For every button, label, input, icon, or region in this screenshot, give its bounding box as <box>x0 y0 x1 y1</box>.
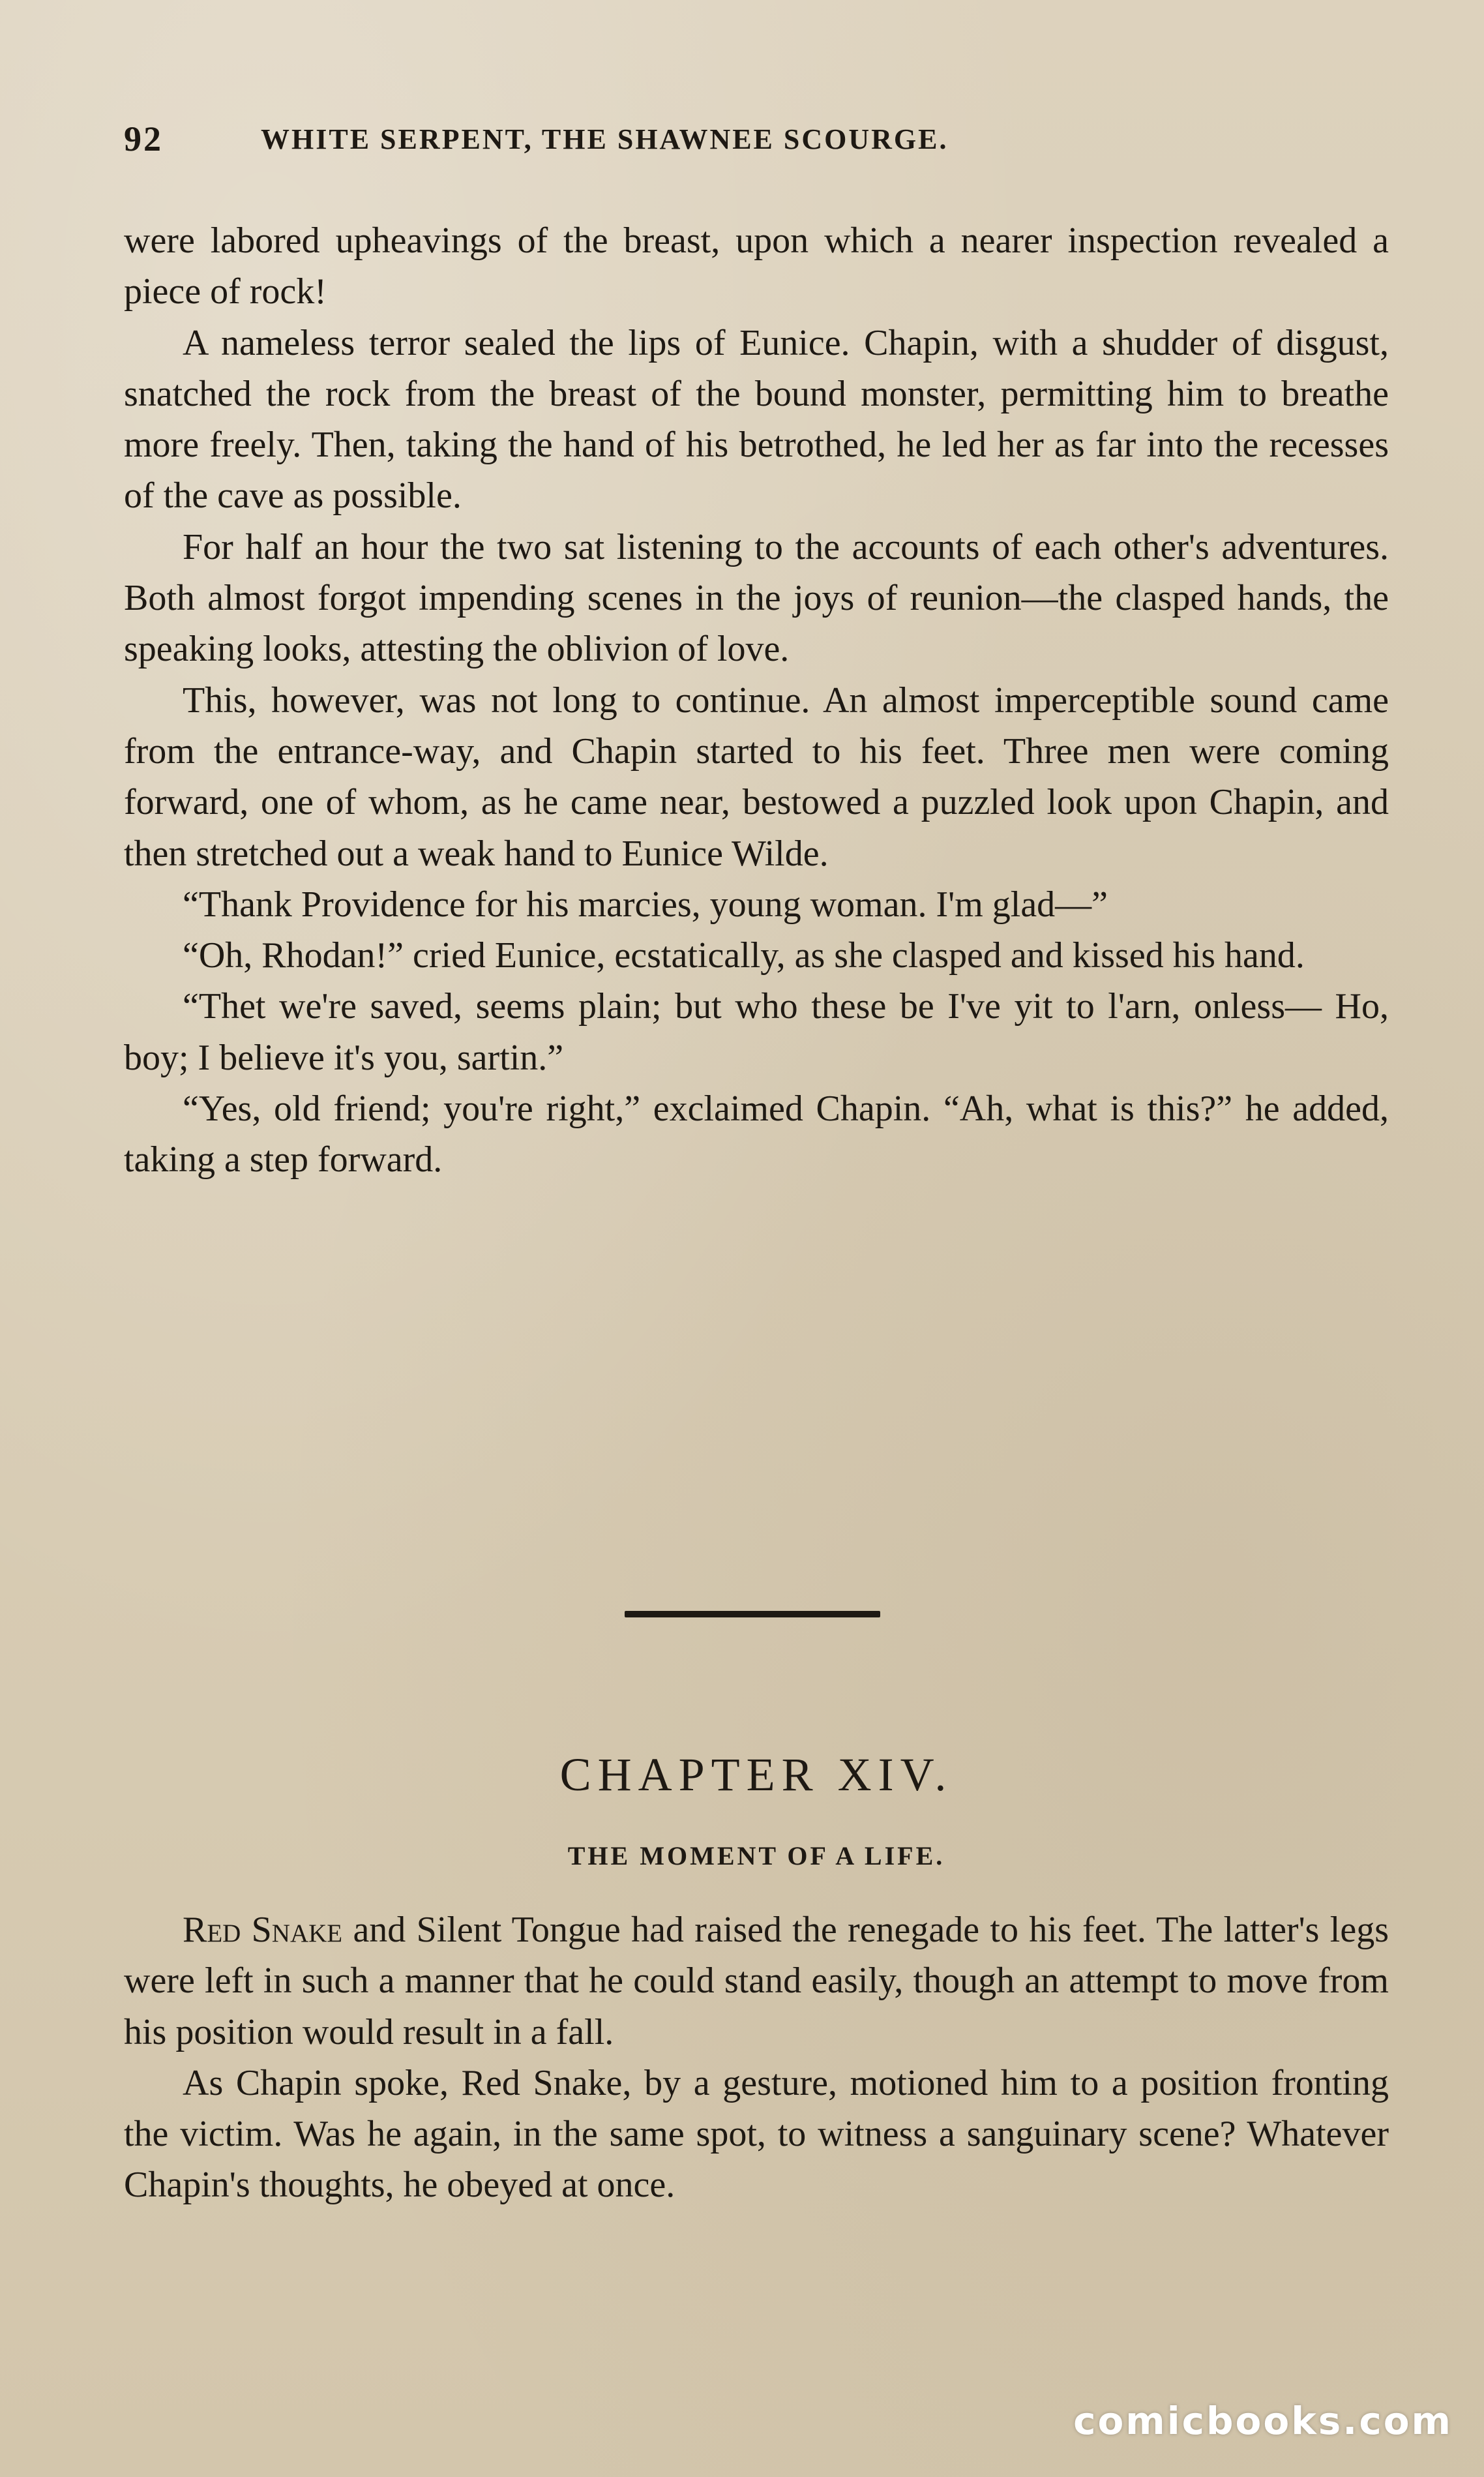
paragraph: This, however, was not long to continue. An almost imperceptible sound came from the entrance-way, and Chapin started to his feet. Three men were coming forward, one of whom, as he came near, bestowed a puzzled look upon Chapin, and then stretched out a weak hand to Eunice Wilde. <box>124 680 1389 874</box>
page-number: 92 <box>124 119 163 158</box>
chapter-subtitle: THE MOMENT OF A LIFE. <box>567 1841 945 1870</box>
paragraph: A nameless terror sealed the lips of Eunice. Chapin, with a shudder of disgust, snatched the rock from the breast of the bound monster, permitting him to breathe more freely. Then, taking the hand of his betrothed, he led her as far into the recesses of the cave as possible. <box>124 322 1389 517</box>
paragraph-rest: and Silent Tongue had raised the renegade to his feet. The latter's legs were left in such a manner that he could stand easily, though an attempt to move from his position would result in a fall. <box>124 1910 1389 2052</box>
body-text-top <box>124 215 1389 1186</box>
section-divider <box>625 1611 880 1617</box>
paragraph <box>124 1904 1389 2058</box>
paragraph: For half an hour the two sat listening to the accounts of each other's adventures. Both almost forgot impending scenes in the joys of reunion—the clasped hands, the speaking looks, attesting the oblivion of love. <box>124 526 1389 670</box>
paragraph: As Chapin spoke, Red Snake, by a gesture, motioned him to a position fronting the victim. Was he again, in the same spot, to witness a sanguinary scene? Whatever Chapin's thoughts, he obeyed at once. <box>124 2062 1389 2206</box>
running-head <box>124 116 1193 162</box>
paragraph-lead-words: Red Snake <box>183 1910 343 1950</box>
paragraph: “Thet we're saved, seems plain; but who these be I've yit to l'arn, onless— Ho, boy; I believe it's you, sartin.” <box>124 986 1389 1078</box>
running-title: WHITE SERPENT, THE SHAWNEE SCOURGE. <box>261 123 949 155</box>
chapter-heading: CHAPTER XIV. <box>559 1749 953 1801</box>
paragraph: “Yes, old friend; you're right,” exclaimed Chapin. “Ah, what is this?” he added, taking a step forward. <box>124 1088 1389 1180</box>
paragraph: “Thank Providence for his marcies, young woman. I'm glad—” <box>183 884 1108 925</box>
watermark: comicbooks.com <box>1073 2399 1453 2443</box>
paragraph: “Oh, Rhodan!” cried Eunice, ecstatically, as she clasped and kissed his hand. <box>183 935 1305 976</box>
paragraph: were labored upheavings of the breast, upon which a nearer inspection revealed a piece of rock! <box>124 220 1389 312</box>
body-text-bottom <box>124 1904 1389 2211</box>
